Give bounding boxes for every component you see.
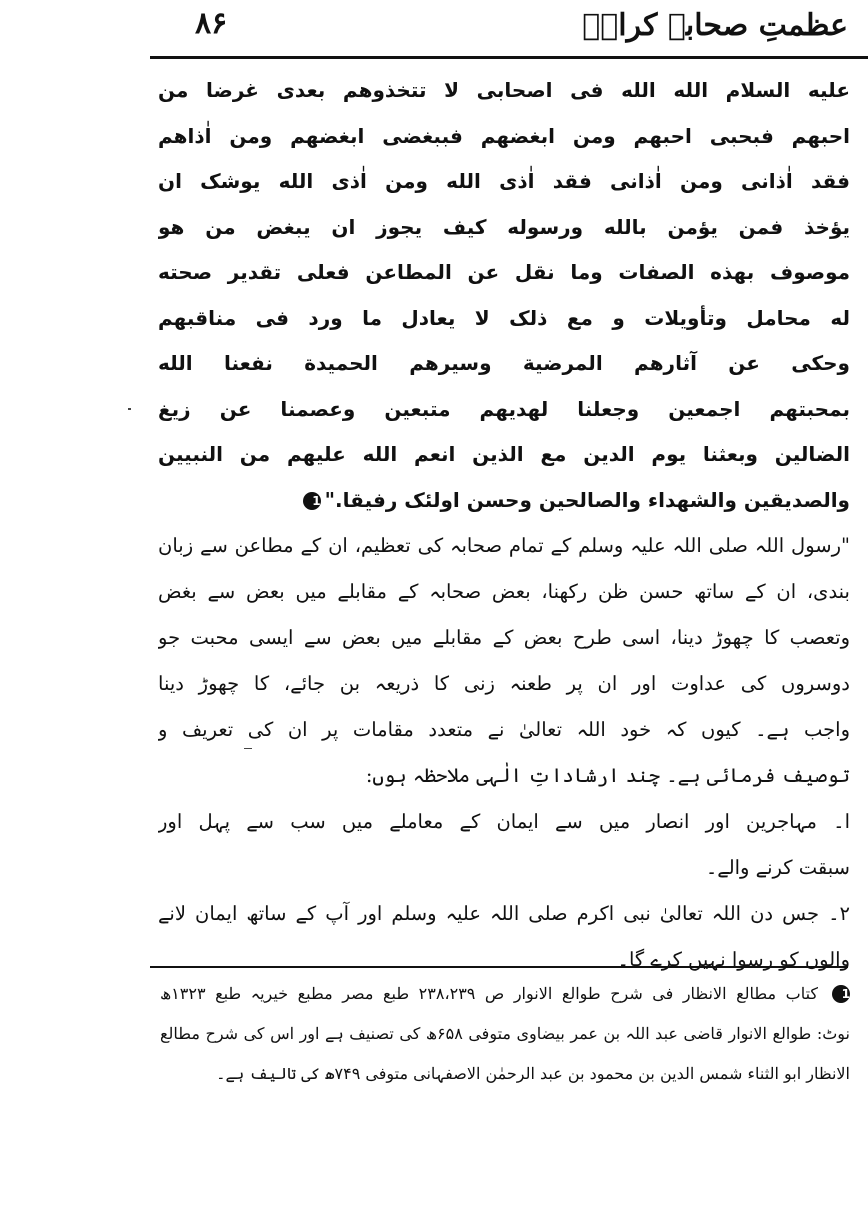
page-body [158, 68, 850, 983]
urdu-line: والوں کو رسوا نہیں کرے گا۔ [617, 948, 850, 971]
urdu-line: توصیف فرمائی ہے۔ چند ارشاداتِ الٰہی ملاحظہ ہوں: [365, 764, 850, 787]
footnotes [160, 974, 850, 1094]
footnote-line: نوٹ: طوالع الانوار قاضی عبد اللہ بن عمر بیضاوی متوفی ۶۵۸ھ کی تصنیف ہے اور اس کی شرح مطالع [160, 1024, 850, 1043]
footnote-line: الانظار ابو الثناء شمس الدین بن محمود بن عبد الرحمٰن الاصفہانی متوفی ۷۴۹ھ کی تالیف ہے۔ [216, 1064, 850, 1083]
arabic-line: الضالين وبعثنا يوم الدين مع الذين انعم الله عليهم من النبيين [158, 442, 850, 466]
arabic-line: عليه السلام الله الله فى اصحابى لا تتخذوهم بعدى غرضا من [158, 78, 850, 102]
urdu-line: بندی، ان کے ساتھ حسن ظن رکھنا، بعض صحابہ کے مقابلے میں بعض سے بغض [158, 580, 850, 603]
arabic-line: يؤخذ فمن يؤمن بالله ورسوله كيف يجوز ان يبغض من هو [158, 214, 850, 239]
header-rule [150, 56, 868, 59]
arabic-line: له محامل وتأويلات و مع ذلک لا يعادل ما ورد فى مناقبهم [158, 305, 850, 330]
footnote-rule [150, 966, 848, 968]
footnote-marker: 1 [832, 985, 850, 1003]
footnote-text: کتاب مطالع الانظار فی شرح طوالع الانوار ص ۲۳۸،۲۳۹ طبع مصر مطبع خیریہ طبع ۱۳۲۳ھ [160, 984, 819, 1003]
urdu-line: ا۔ مہاجرین اور انصار میں سے ایمان کے معاملے میں سب سے پہل اور [158, 810, 850, 833]
footnote-reference-marker[interactable]: 1 [303, 492, 321, 510]
scan-speck [128, 408, 131, 410]
urdu-translation [158, 523, 850, 983]
urdu-line: دوسروں کی عداوت اور ان پر طعنہ زنی کا ذریعہ بن جائے، کا چھوڑ دینا [158, 672, 850, 695]
arabic-line: فقد اٰذانى ومن اٰذانى فقد اٰذى الله ومن اٰذى الله يوشک ان [158, 169, 850, 193]
arabic-line: بمحبتهم اجمعين وجعلنا لهديهم متبعين وعصمنا عن زيغ [158, 396, 850, 421]
arabic-line: احبهم فبحبى احبهم ومن ابغضهم فببغضى ابغضهم ومن اٰذاهم [158, 123, 850, 148]
urdu-line: "رسول اللہ صلی اللہ علیہ وسلم کے تمام صحابہ کی تعظیم، ان کے مطاعن سے زبان [158, 534, 850, 557]
arabic-line: وحكى عن آثارهم المرضية وسيرهم الحميدة نفعنا الله [158, 351, 850, 375]
scan-speck [244, 748, 252, 749]
urdu-line: ۲۔ جس دن اللہ تعالیٰ نبی اکرم صلی اللہ علیہ وسلم اور آپ کے ساتھ ایمان لانے [158, 902, 850, 925]
arabic-line: موصوف بهذه الصفات وما نقل عن المطاعن فعلى تقدير صحته [158, 260, 850, 284]
book-title: عظمتِ صحابہ کرامؓ [582, 8, 848, 43]
arabic-quote [158, 68, 850, 523]
arabic-line-last [158, 478, 850, 524]
arabic-line-text: والصديقين والشهداء والصالحين وحسن اولئک رفيقا." [324, 487, 850, 512]
page-number: ۸۶ [195, 6, 228, 41]
urdu-line: سبقت کرنے والے۔ [705, 856, 850, 879]
page-header [150, 0, 868, 62]
footnote-line [160, 974, 850, 1014]
urdu-line: واجب ہے۔ کیوں کہ خود اللہ تعالیٰ نے متعدد مقامات پر ان کی تعریف و [158, 718, 850, 741]
urdu-line: وتعصب کا چھوڑ دینا، اسی طرح بعض کے مقابلے میں بعض سے ایسی محبت جو [158, 626, 850, 649]
